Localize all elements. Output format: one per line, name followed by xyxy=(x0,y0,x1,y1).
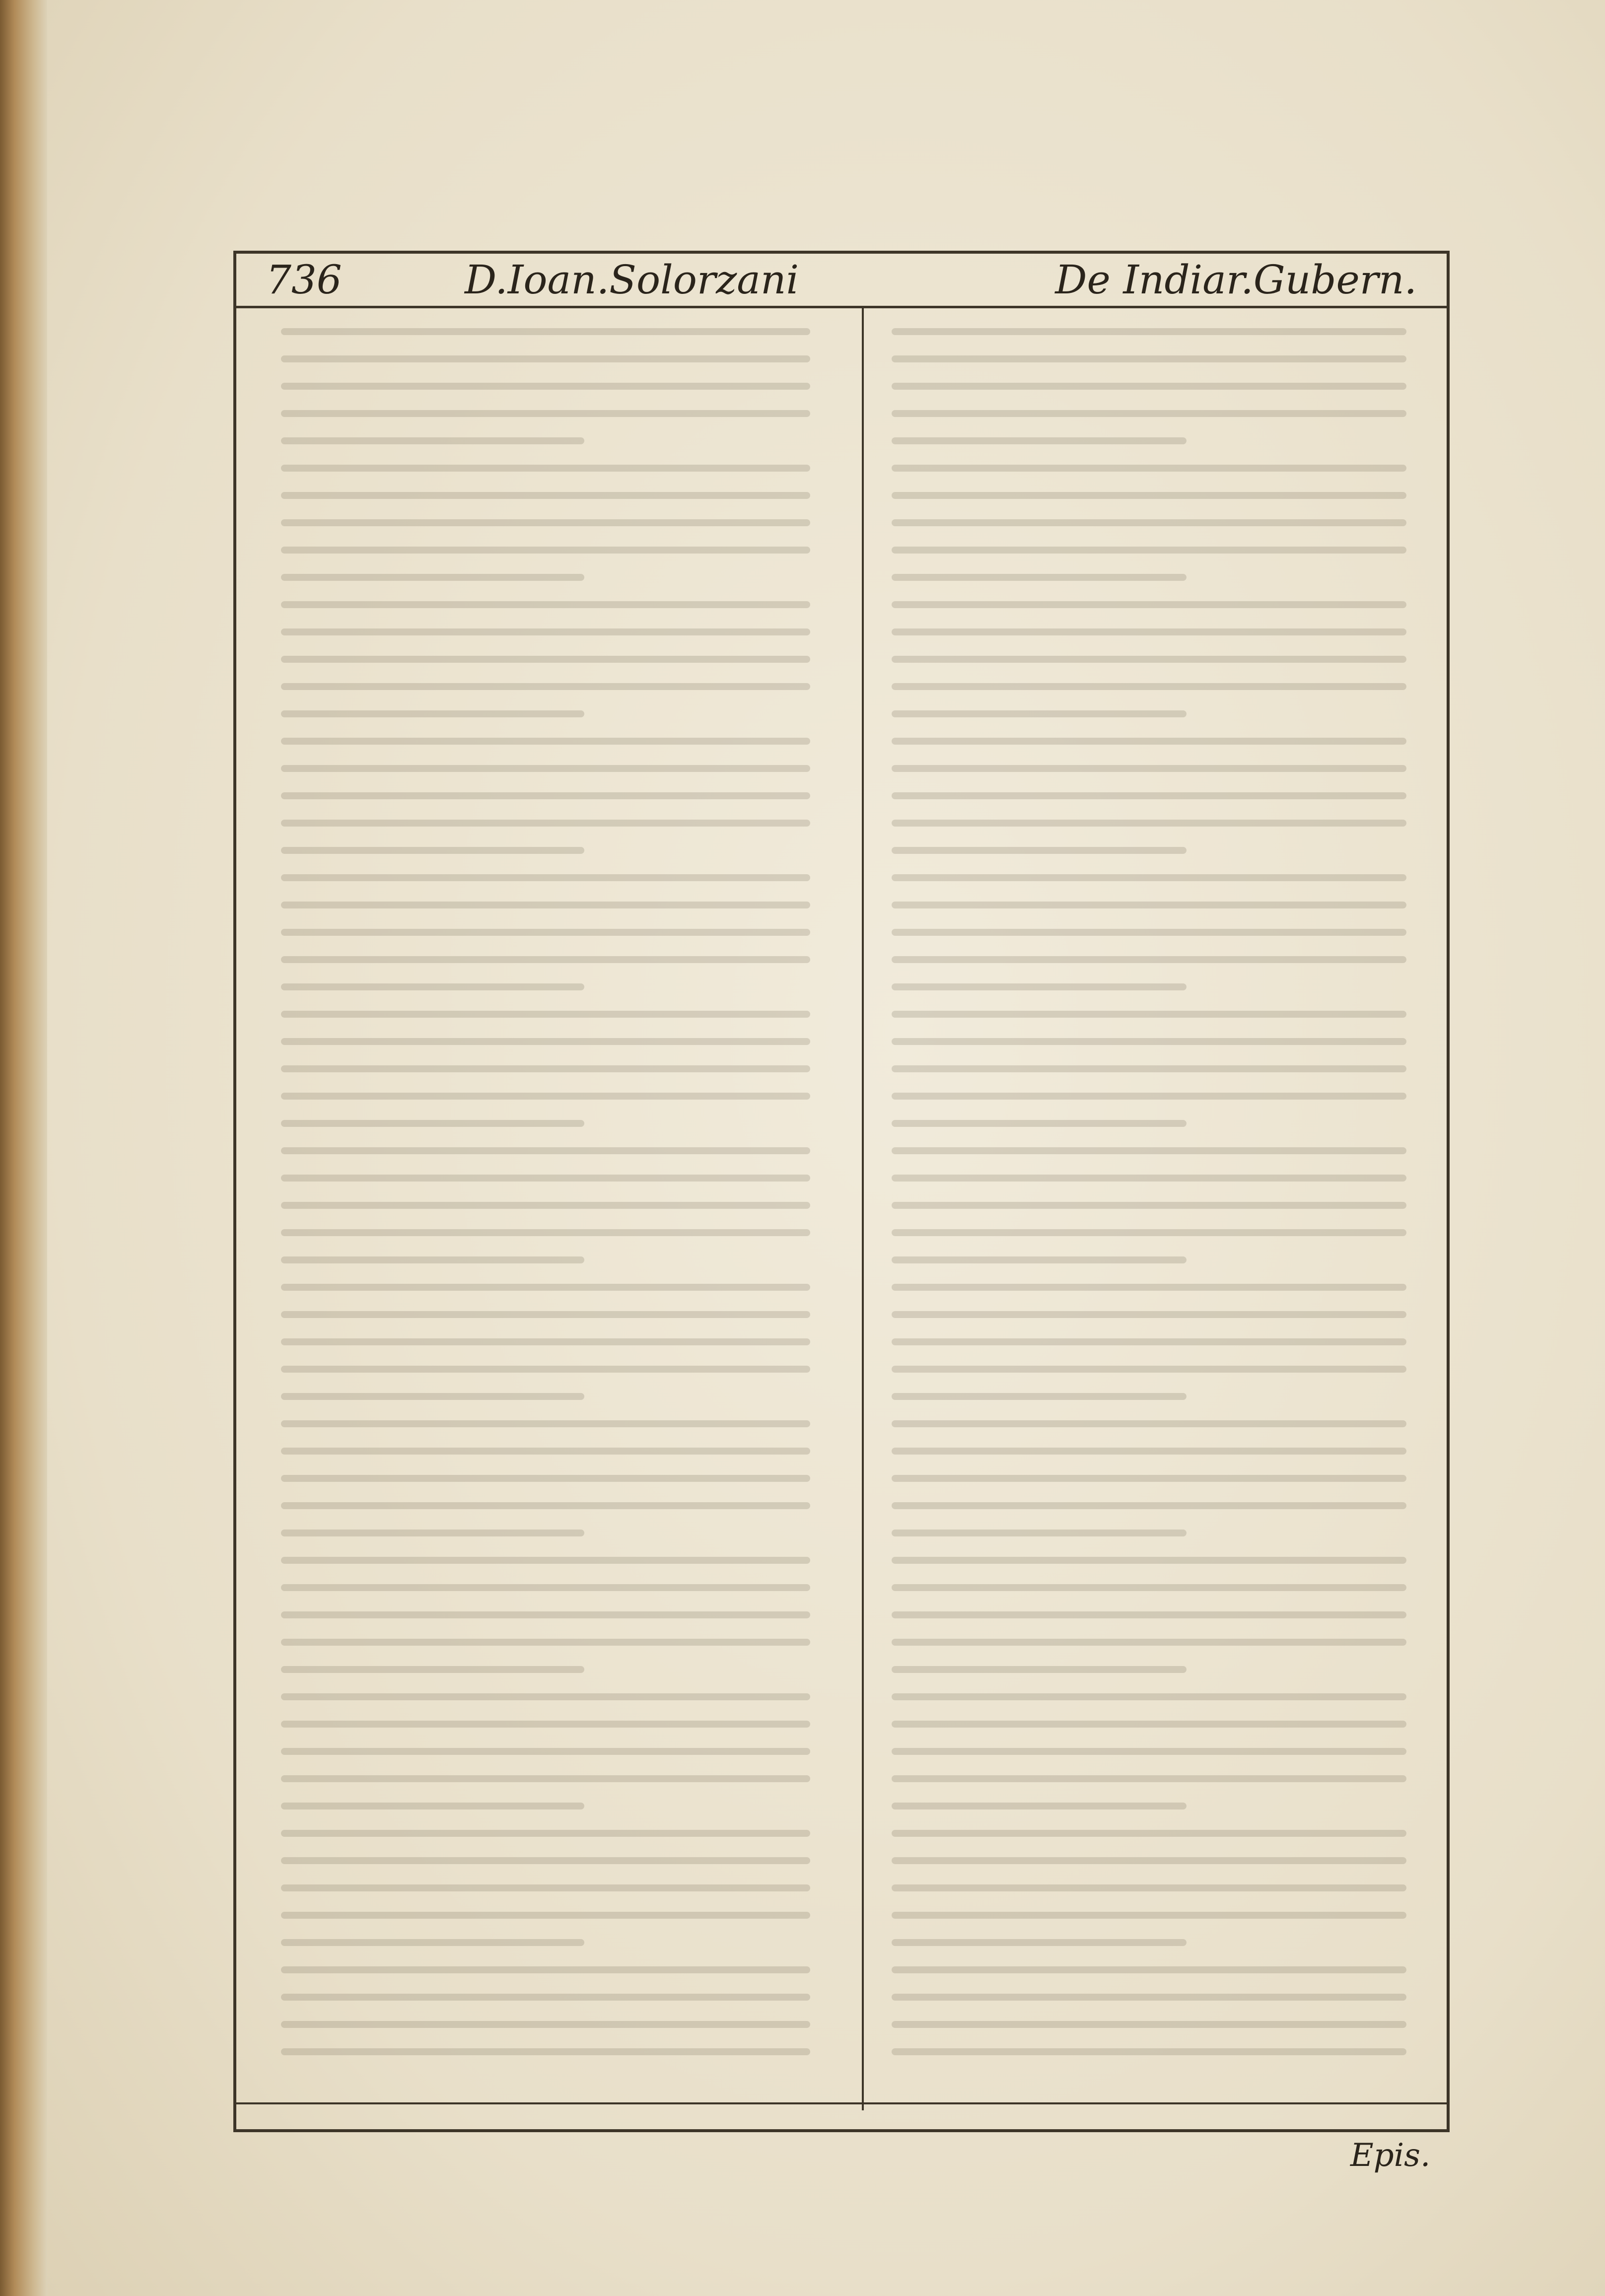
illegible-text-line xyxy=(892,628,1406,635)
illegible-text-line xyxy=(281,1502,810,1509)
illegible-text-line xyxy=(892,738,1406,745)
illegible-text-line xyxy=(281,738,810,745)
illegible-text-line xyxy=(892,437,1186,444)
illegible-text-line xyxy=(892,765,1406,772)
illegible-text-line xyxy=(281,1120,584,1127)
illegible-text-line xyxy=(892,1175,1406,1182)
illegible-text-line xyxy=(281,601,810,608)
illegible-text-line xyxy=(281,1748,810,1755)
illegible-text-line xyxy=(281,956,810,963)
illegible-text-line xyxy=(281,465,810,472)
illegible-text-line xyxy=(892,1611,1406,1618)
illegible-text-line xyxy=(892,1721,1406,1728)
illegible-text-line xyxy=(281,1093,810,1100)
illegible-text-line xyxy=(281,1011,810,1018)
illegible-text-line xyxy=(892,956,1406,963)
illegible-text-line xyxy=(892,1857,1406,1864)
illegible-text-line xyxy=(892,1557,1406,1564)
illegible-text-line xyxy=(892,1803,1186,1809)
illegible-text-line xyxy=(281,1147,810,1154)
illegible-text-line xyxy=(892,1748,1406,1755)
illegible-text-line xyxy=(892,1502,1406,1509)
illegible-text-line xyxy=(281,765,810,772)
illegible-text-line xyxy=(281,1721,810,1728)
illegible-text-line xyxy=(281,1966,810,1973)
illegible-text-line xyxy=(281,1557,810,1564)
index-column-right xyxy=(892,328,1428,2076)
illegible-text-line xyxy=(892,1420,1406,1427)
illegible-text-line xyxy=(281,1393,584,1400)
illegible-text-line xyxy=(892,929,1406,936)
illegible-text-line xyxy=(892,1011,1406,1018)
illegible-text-line xyxy=(892,1448,1406,1455)
illegible-text-line xyxy=(281,1884,810,1891)
illegible-text-line xyxy=(892,792,1406,799)
illegible-text-line xyxy=(892,465,1406,472)
illegible-text-line xyxy=(281,1065,810,1072)
illegible-text-line xyxy=(281,710,584,717)
illegible-text-line xyxy=(892,1666,1186,1673)
illegible-text-line xyxy=(281,1775,810,1782)
illegible-text-line xyxy=(892,1584,1406,1591)
illegible-text-line xyxy=(281,1693,810,1700)
illegible-text-line xyxy=(281,1475,810,1482)
illegible-text-line xyxy=(281,1939,584,1946)
illegible-text-line xyxy=(281,355,810,362)
illegible-text-line xyxy=(892,410,1406,417)
illegible-text-line xyxy=(892,1065,1406,1072)
running-head xyxy=(236,254,1447,308)
illegible-text-line xyxy=(892,1475,1406,1482)
bottom-rule xyxy=(236,2102,1447,2104)
illegible-text-line xyxy=(892,1202,1406,1209)
book-spine-edge xyxy=(0,0,47,2296)
illegible-text-line xyxy=(892,355,1406,362)
page-number: 736 xyxy=(266,257,342,303)
illegible-text-line xyxy=(892,383,1406,390)
index-column-left xyxy=(281,328,832,2076)
illegible-text-line xyxy=(281,1448,810,1455)
illegible-text-line xyxy=(281,547,810,554)
illegible-text-line xyxy=(892,1311,1406,1318)
illegible-text-line xyxy=(281,792,810,799)
illegible-text-line xyxy=(281,2021,810,2028)
illegible-text-line xyxy=(281,1639,810,1646)
illegible-text-line xyxy=(281,1611,810,1618)
illegible-text-line xyxy=(892,1338,1406,1345)
illegible-text-line xyxy=(281,1420,810,1427)
illegible-text-line xyxy=(281,1229,810,1236)
illegible-text-line xyxy=(892,1393,1186,1400)
illegible-text-line xyxy=(892,2021,1406,2028)
illegible-text-line xyxy=(281,1038,810,1045)
illegible-text-line xyxy=(892,1229,1406,1236)
illegible-text-line xyxy=(892,1038,1406,1045)
illegible-text-line xyxy=(281,1994,810,2001)
illegible-text-line xyxy=(892,574,1186,581)
illegible-text-line xyxy=(281,656,810,663)
illegible-text-line xyxy=(892,1693,1406,1700)
illegible-text-line xyxy=(281,983,584,990)
illegible-text-line xyxy=(281,1857,810,1864)
illegible-text-line xyxy=(892,1966,1406,1973)
illegible-text-line xyxy=(281,1803,584,1809)
illegible-text-line xyxy=(281,2048,810,2055)
illegible-text-line xyxy=(892,1775,1406,1782)
illegible-text-line xyxy=(892,601,1406,608)
illegible-text-line xyxy=(892,1256,1186,1263)
illegible-text-line xyxy=(281,519,810,526)
illegible-text-line xyxy=(892,1120,1186,1127)
illegible-text-line xyxy=(892,1284,1406,1291)
illegible-text-line xyxy=(281,574,584,581)
illegible-text-line xyxy=(892,328,1406,335)
running-author: D.Ioan.Solorzani xyxy=(465,257,799,303)
illegible-text-line xyxy=(281,328,810,335)
illegible-text-line xyxy=(892,519,1406,526)
illegible-text-line xyxy=(892,1912,1406,1919)
page-frame xyxy=(233,251,1450,2132)
illegible-text-line xyxy=(281,820,810,827)
illegible-text-line xyxy=(892,1939,1186,1946)
illegible-text-line xyxy=(281,1311,810,1318)
illegible-text-line xyxy=(281,437,584,444)
illegible-text-line xyxy=(892,847,1186,854)
illegible-text-line xyxy=(281,1912,810,1919)
column-divider xyxy=(862,308,864,2110)
illegible-text-line xyxy=(281,383,810,390)
illegible-text-line xyxy=(892,710,1186,717)
illegible-text-line xyxy=(281,847,584,854)
illegible-text-line xyxy=(892,902,1406,908)
illegible-text-line xyxy=(281,492,810,499)
illegible-text-line xyxy=(892,1830,1406,1837)
illegible-text-line xyxy=(281,902,810,908)
illegible-text-line xyxy=(281,1830,810,1837)
illegible-text-line xyxy=(892,1994,1406,2001)
illegible-text-line xyxy=(281,1284,810,1291)
illegible-text-line xyxy=(892,1366,1406,1373)
illegible-text-line xyxy=(281,1366,810,1373)
illegible-text-line xyxy=(281,929,810,936)
illegible-text-line xyxy=(892,547,1406,554)
illegible-text-line xyxy=(892,492,1406,499)
illegible-text-line xyxy=(281,1175,810,1182)
illegible-text-line xyxy=(892,1093,1406,1100)
illegible-text-line xyxy=(281,1338,810,1345)
illegible-text-line xyxy=(281,1202,810,1209)
illegible-text-line xyxy=(892,1639,1406,1646)
illegible-text-line xyxy=(281,1530,584,1536)
illegible-text-line xyxy=(892,1530,1186,1536)
illegible-text-line xyxy=(281,683,810,690)
illegible-text-line xyxy=(892,820,1406,827)
catchword: Epis. xyxy=(1350,2137,1431,2174)
illegible-text-line xyxy=(892,983,1186,990)
illegible-text-line xyxy=(281,1256,584,1263)
illegible-text-line xyxy=(281,1666,584,1673)
illegible-text-line xyxy=(281,1584,810,1591)
illegible-text-line xyxy=(892,874,1406,881)
illegible-text-line xyxy=(281,874,810,881)
running-title: De Indiar.Gubern. xyxy=(1055,257,1417,303)
illegible-text-line xyxy=(892,683,1406,690)
illegible-text-line xyxy=(892,656,1406,663)
illegible-text-line xyxy=(892,1884,1406,1891)
illegible-text-line xyxy=(281,628,810,635)
illegible-text-line xyxy=(892,1147,1406,1154)
illegible-text-line xyxy=(892,2048,1406,2055)
illegible-text-line xyxy=(281,410,810,417)
